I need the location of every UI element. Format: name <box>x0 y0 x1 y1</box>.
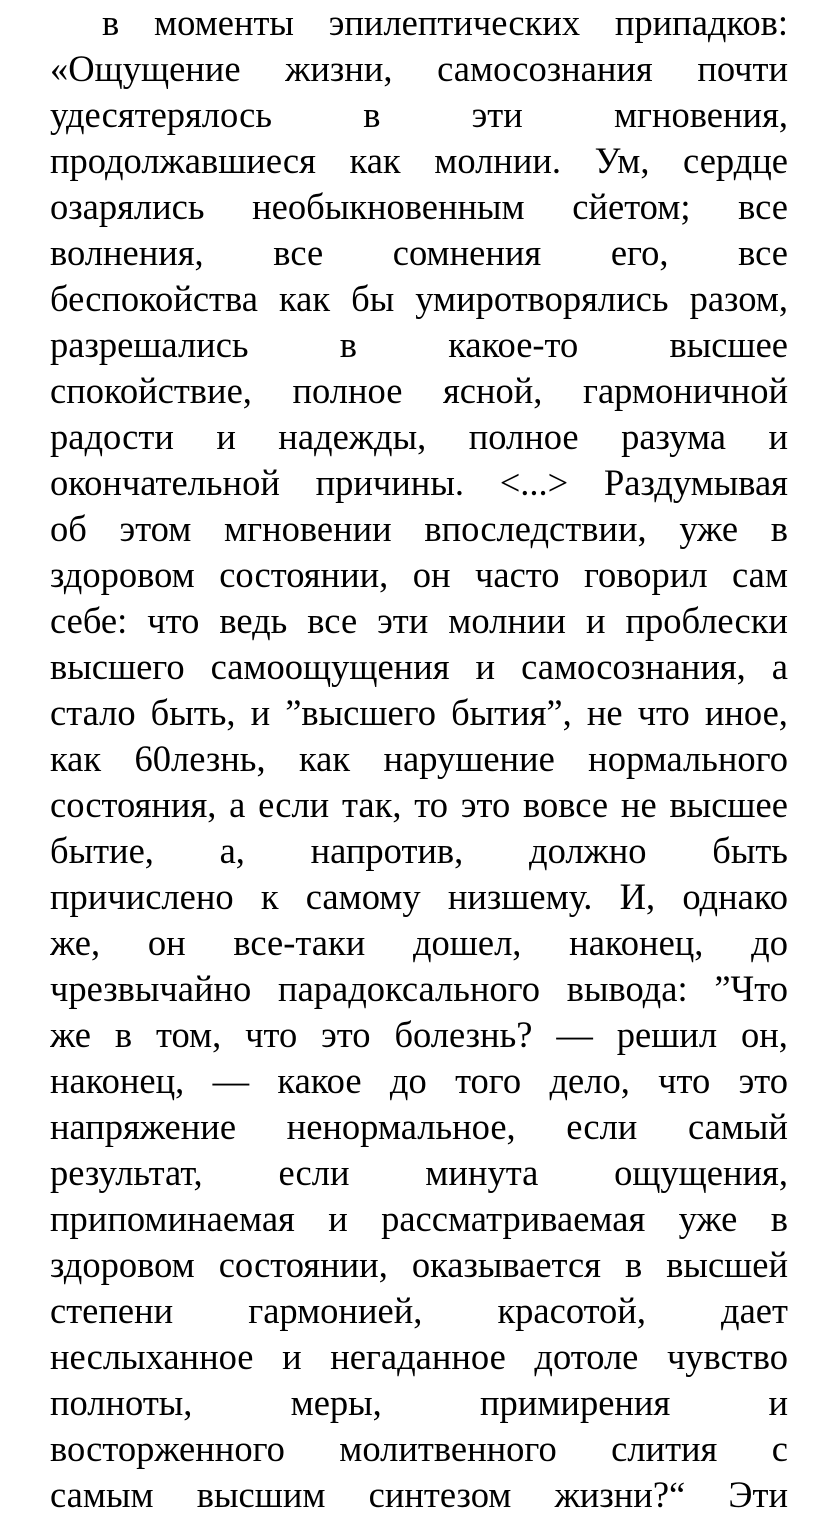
text-line: удесятерялось в эти мгновения, <box>50 94 788 135</box>
text-line: стало быть, и ”высшего бытия”, не что иное, <box>50 692 788 733</box>
text-line: радости и надежды, полное разума и <box>50 416 788 457</box>
text-line: же, он все-таки дошел, наконец, до <box>50 922 788 963</box>
text-line: себе: что ведь все эти молнии и проблески <box>50 600 788 641</box>
text-line: как 60лезнь, как нарушение нормального <box>50 738 788 779</box>
text-line: спокойствие, полное ясной, гармоничной <box>50 370 788 411</box>
text-line: здоровом состоянии, оказывается в высшей <box>50 1244 788 1285</box>
text-line: в моменты эпилептических припадков: <box>102 2 788 43</box>
text-line: восторженного молитвенного слития с <box>50 1428 788 1469</box>
text-line: бытие, а, напротив, должно быть <box>50 830 788 871</box>
text-line: результат, если минута ощущения, <box>50 1152 788 1193</box>
text-line: неслыханное и негаданное дотоле чувство <box>50 1336 788 1377</box>
text-line: припоминаемая и рассматриваемая уже в <box>50 1198 788 1239</box>
text-line: здоровом состоянии, он часто говорил сам <box>50 554 788 595</box>
text-line: об этом мгновении впоследствии, уже в <box>50 508 788 549</box>
text-line: продолжавшиеся как молнии. Ум, сердце <box>50 140 788 181</box>
text-line: степени гармонией, красотой, дает <box>50 1290 788 1331</box>
text-line: напряжение ненормальное, если самый <box>50 1106 788 1147</box>
text-line: наконец, — какое до того дело, что это <box>50 1060 788 1101</box>
text-line: полноты, меры, примирения и <box>50 1382 788 1423</box>
text-line: разрешались в какое-то высшее <box>50 324 788 365</box>
text-line: же в том, что это болезнь? — решил он, <box>50 1014 788 1055</box>
text-line: причислено к самому низшему. И, однако <box>50 876 788 917</box>
text-line: озарялись необыкновенным сйетом; все <box>50 186 788 227</box>
text-line: окончательной причины. <...> Раздумывая <box>50 462 788 503</box>
text-line: высшего самоощущения и самосознания, а <box>50 646 788 687</box>
text-line: самым высшим синтезом жизни?“ Эти <box>50 1474 788 1515</box>
text-line: беспокойства как бы умиротворялись разом, <box>50 278 788 319</box>
document-page <box>50 0 788 1518</box>
text-line: чрезвычайно парадоксального вывода: ”Что <box>50 968 788 1009</box>
text-line: состояния, а если так, то это вовсе не высшее <box>50 784 788 825</box>
text-line: «Ощущение жизни, самосознания почти <box>50 48 788 89</box>
text-line: волнения, все сомнения его, все <box>50 232 788 273</box>
